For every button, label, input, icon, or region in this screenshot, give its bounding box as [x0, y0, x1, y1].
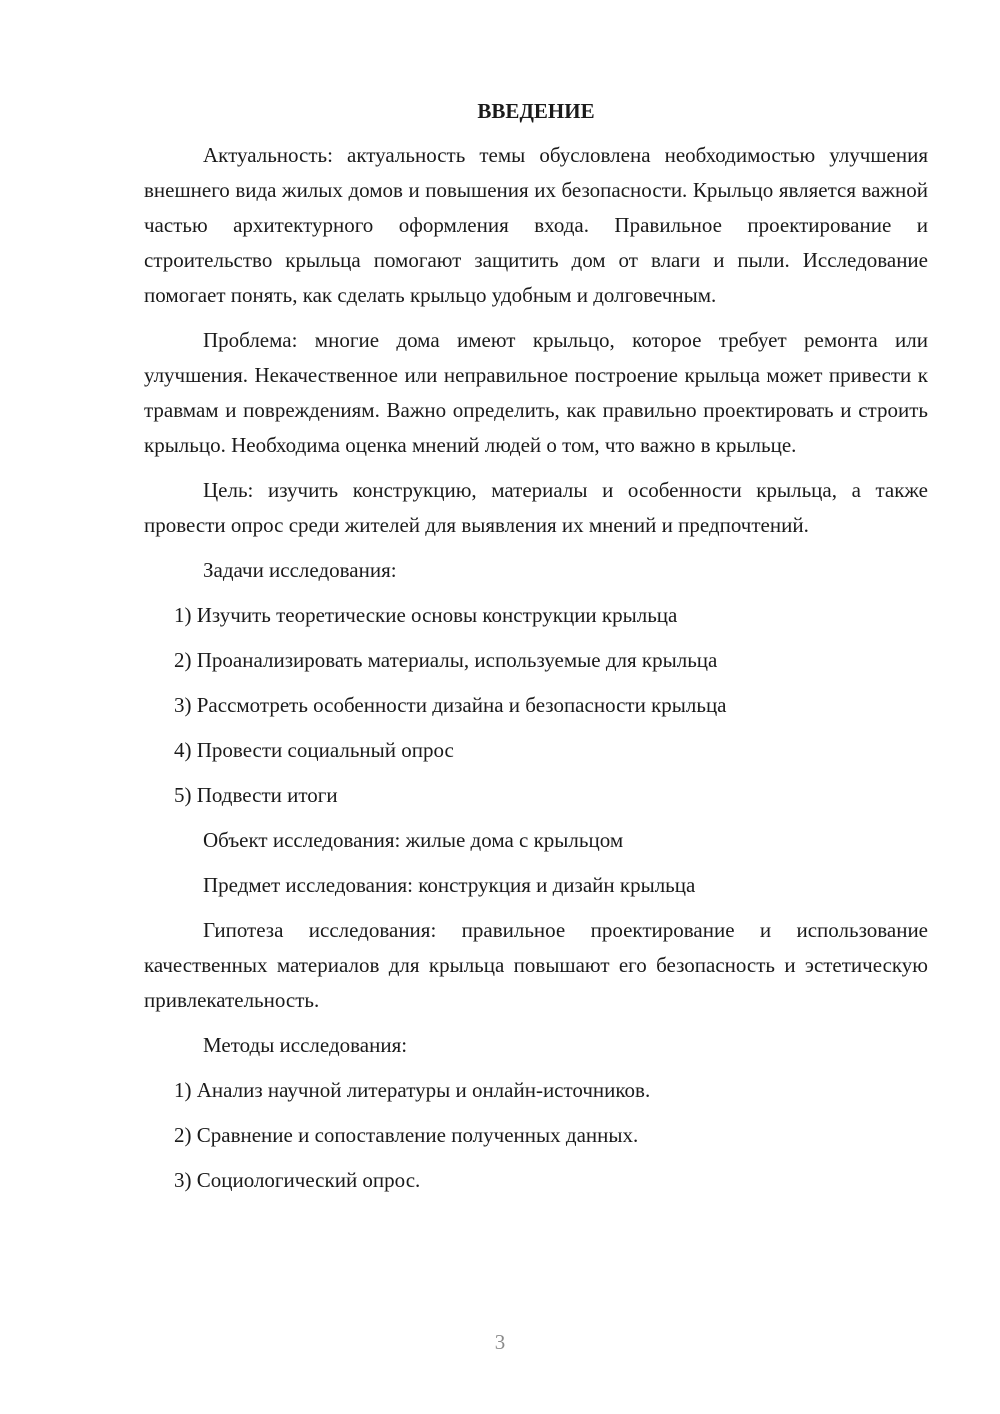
- relevance-paragraph: Актуальность: актуальность темы обусловлена необходимостью улучшения внешнего вида жилых домов и повышения их безопасности. Крыльцо является важной частью архитектурного оформления входа. Правильное проектирование и строительство крыльца помогают защитить дом от влаги и пыли. Исследование помогает понять, как сделать крыльцо удобным и долговечным.: [144, 143, 928, 307]
- subject-paragraph: Предмет исследования: конструкция и дизайн крыльца: [203, 873, 696, 897]
- method-item: 1) Анализ научной литературы и онлайн-источников.: [174, 1078, 651, 1102]
- method-item: 3) Социологический опрос.: [174, 1168, 421, 1192]
- methods-heading: Методы исследования:: [203, 1033, 408, 1057]
- task-item: 3) Рассмотреть особенности дизайна и безопасности крыльца: [174, 693, 727, 717]
- tasks-heading: Задачи исследования:: [203, 558, 397, 582]
- problem-paragraph: Проблема: многие дома имеют крыльцо, которое требует ремонта или улучшения. Некачественное или неправильное построение крыльца может привести к травмам и повреждениям. Важно определить, как правильно проектировать и строить крыльцо. Необходима оценка мнений людей о том, что важно в крыльце.: [144, 328, 928, 457]
- method-item: 2) Сравнение и сопоставление полученных данных.: [174, 1123, 639, 1147]
- page-number: 3: [494, 1330, 506, 1354]
- task-item: 4) Провести социальный опрос: [174, 738, 454, 762]
- goal-paragraph: Цель: изучить конструкцию, материалы и особенности крыльца, а также провести опрос среди жителей для выявления их мнений и предпочтений.: [144, 478, 928, 537]
- object-paragraph: Объект исследования: жилые дома с крыльцом: [203, 828, 624, 852]
- task-item: 1) Изучить теоретические основы конструкции крыльца: [174, 603, 678, 627]
- document-page: [144, 96, 928, 1208]
- page-title: ВВЕДЕНИЕ: [477, 99, 595, 123]
- hypothesis-paragraph: Гипотеза исследования: правильное проектирование и использование качественных материалов для крыльца повышают его безопасность и эстетическую привлекательность.: [144, 918, 928, 1012]
- task-item: 2) Проанализировать материалы, используемые для крыльца: [174, 648, 718, 672]
- task-item: 5) Подвести итоги: [174, 783, 338, 807]
